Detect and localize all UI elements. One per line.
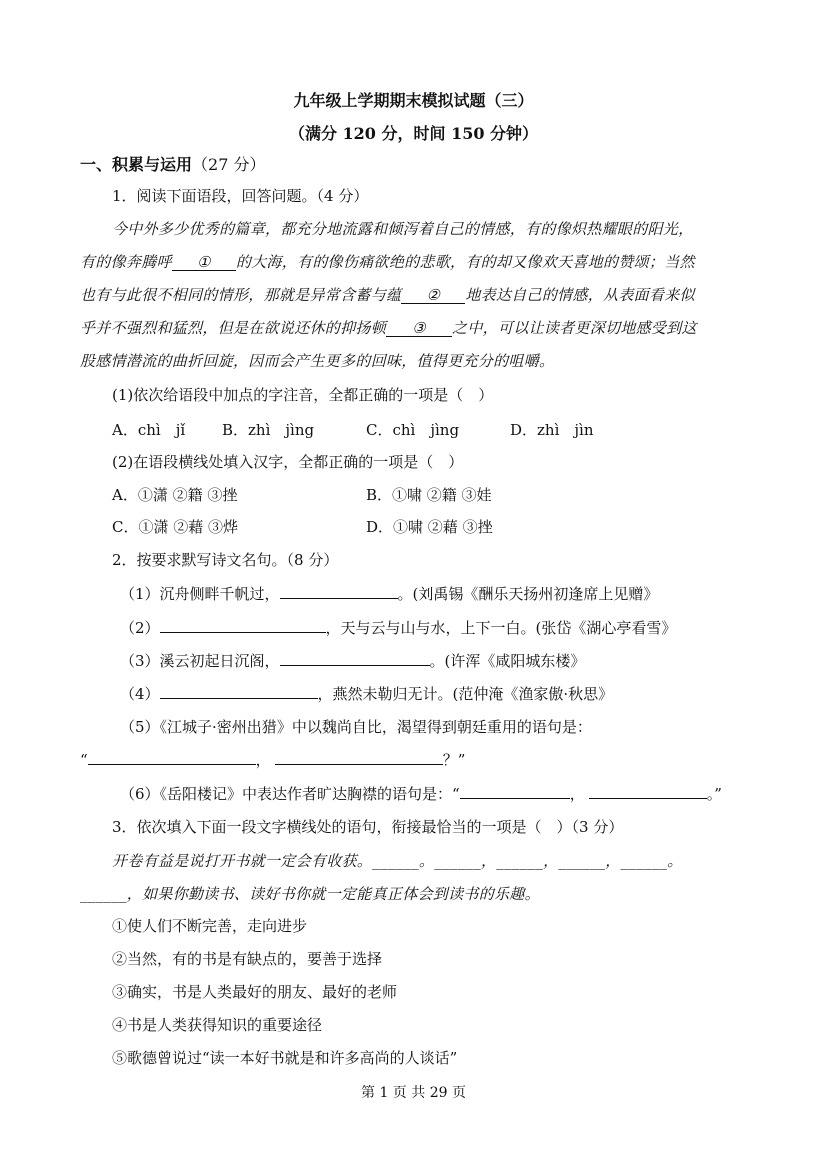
item-text: （6）《岳阳楼记》中表达作者旷达胸襟的语句是：“ [120,785,460,803]
q1-stem: 1．阅读下面语段，回答问题。（4 分） [112,187,369,205]
passage-text: 地表达自己的情感，从表面看来似 [465,286,695,304]
passage-text: 的大海，有的像伤痛欲绝的悲歌，有的却又像欢天喜地的赞颂；当然 [235,253,695,271]
item-source: 。(刘禹锡《酬乐天扬州初逢席上见赠》 [397,585,659,603]
q2-item-2 [120,617,676,638]
passage-blank-2: ② [401,288,465,304]
passage-text: 乎并不强烈和猛烈，但是在欲说还休的抑扬顿 [80,319,387,337]
q1-sub1: (1)依次给语段中加点的字注音，全都正确的一项是（ ） [112,386,494,404]
item-text: （3）溪云初起日沉阁， [120,652,280,670]
quote-mark: ？” [442,751,466,769]
page-number: 第 1 页 共 29 页 [361,1085,466,1101]
q3-item-5: ⑤歌德曾说过“读一本好书就是和许多高尚的人谈话” [112,1049,458,1067]
comma: ， [569,785,585,803]
q1-sub2-options-row2 [112,516,732,536]
option-c[interactable]: C．chì jìng [366,421,460,439]
item-source: ，天与云与山与水，上下一白。(张岱《湖心亭看雪》 [325,619,677,637]
q2-stem: 2．按要求默写诗文名句。（8 分） [112,551,339,569]
answer-blank[interactable] [275,764,443,765]
option-d[interactable]: D．zhì jìn [510,421,594,439]
section-points: （27 分） [192,155,266,174]
q2-item-4 [120,683,613,704]
option-b[interactable]: B．zhì jìng [222,421,315,439]
q1-passage-line-1: 今中外多少优秀的篇章，都充分地流露和倾泻着自己的情感，有的像炽热耀眼的阳光， [112,220,694,238]
q3-item-4: ④书是人类获得知识的重要途径 [112,1016,323,1034]
answer-blank[interactable] [88,764,256,765]
q3-item-1: ①使人们不断完善，走向进步 [112,917,308,935]
item-text: （4） [120,685,160,703]
q2-item-1 [120,583,658,604]
quote-mark: 。” [706,785,722,803]
passage-blank-1: ① [172,255,236,271]
passage-text: 之中，可以让读者更深切地感受到这 [452,319,697,337]
q3-passage-line-1: 开卷有益是说打开书就一定会有收获。______。______，______，______，______。 [112,852,683,870]
section-title: 一、积累与运用 [80,155,193,174]
q1-passage-line-4 [80,317,697,338]
q1-passage-line-3 [80,284,695,305]
section-heading [80,152,265,175]
item-source: 。(许浑《咸阳城东楼》 [429,652,586,670]
q1-sub2-options-row1 [112,484,732,504]
answer-blank[interactable] [589,798,707,799]
item-text: （1）沉舟侧畔千帆过， [120,585,280,603]
option-d[interactable]: D．①啸 ②藉 ③挫 [366,518,493,536]
q3-item-2: ②当然，有的书是有缺点的，要善于选择 [112,950,383,968]
passage-text: 有的像奔腾呼 [80,253,172,271]
item-source: ，燕然未勒归无计。(范仲淹《渔家傲·秋思》 [317,685,614,703]
quote-mark: “ [80,751,88,769]
q2-item-5: （5）《江城子·密州出猎》中以魏尚自比，渴望得到朝廷重用的语句是： [120,718,592,736]
q3-item-3: ③确实，书是人类最好的朋友、最好的老师 [112,983,398,1001]
answer-blank[interactable] [160,698,318,699]
q2-item-5-answer [80,749,465,770]
item-text: （2） [120,619,160,637]
answer-blank[interactable] [280,598,398,599]
answer-blank[interactable] [460,798,570,799]
answer-blank[interactable] [160,632,326,633]
page-title: 九年级上学期期末模拟试题（三） [293,91,534,110]
q1-passage-line-2 [80,251,695,272]
q3-passage-line-2: ______，如果你勤读书、读好书你就一定能真正体会到读书的乐趣。 [80,885,540,903]
q1-passage-line-5: 股感情潜流的曲折回旋，因而会产生更多的回味，值得更充分的咀嚼。 [80,352,555,370]
option-c[interactable]: C．①潇 ②藉 ③烨 [112,518,239,536]
comma: ， [255,751,271,769]
page-subtitle: （满分 120 分，时间 150 分钟） [288,124,539,143]
q3-stem: 3．依次填入下面一段文字横线处的语句，衔接最恰当的一项是（ ）（3 分） [112,818,624,836]
option-b[interactable]: B．①啸 ②籍 ③娃 [366,486,492,504]
q2-item-6 [120,783,722,804]
passage-blank-3: ③ [386,321,452,337]
q1-sub2: (2)在语段横线处填入汉字，全都正确的一项是（ ） [112,453,464,471]
q1-sub1-options [112,419,732,439]
option-a[interactable]: A．chì jǐ [112,421,186,439]
answer-blank[interactable] [280,665,430,666]
q2-item-3 [120,650,585,671]
option-a[interactable]: A．①潇 ②籍 ③挫 [112,486,238,504]
passage-text: 也有与此很不相同的情形，那就是异常含蓄与蕴 [80,286,402,304]
